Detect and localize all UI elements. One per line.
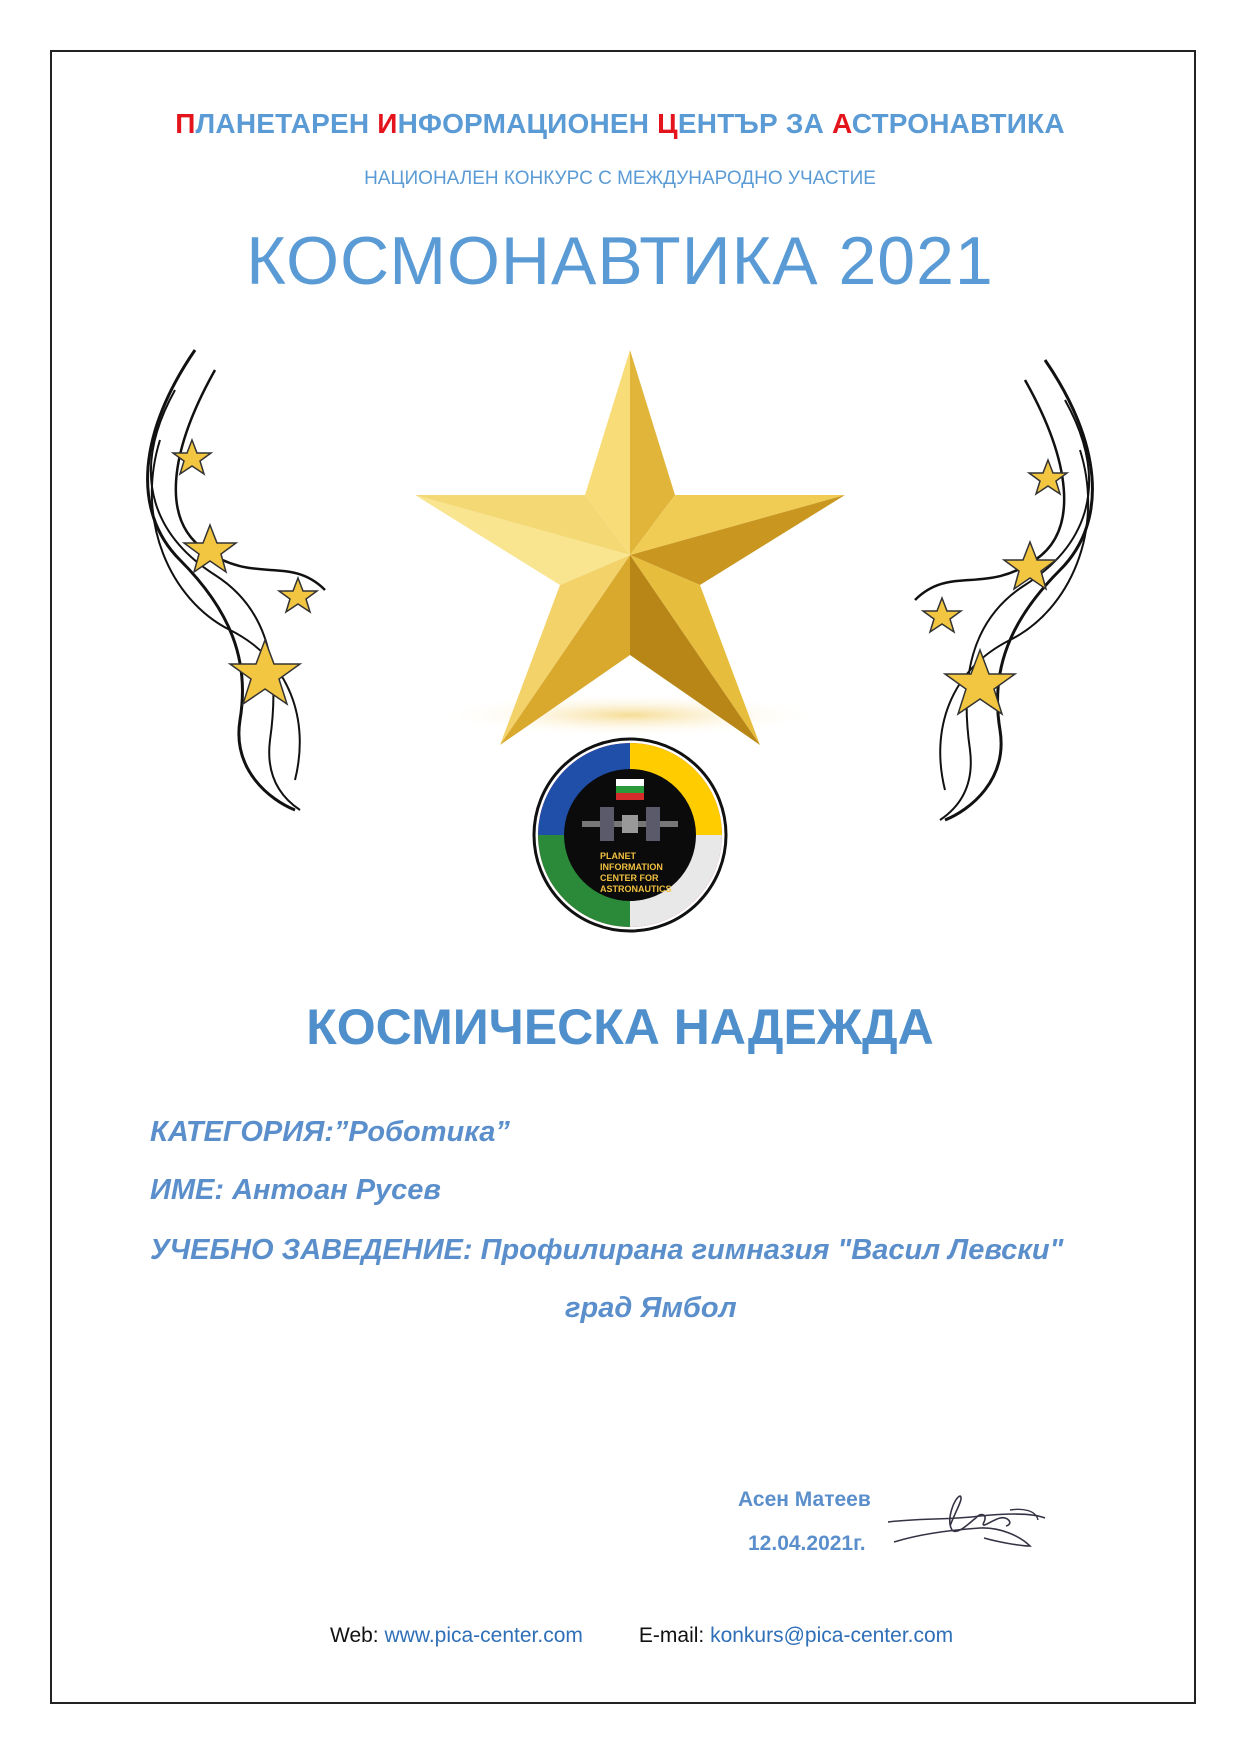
contest-subtitle: НАЦИОНАЛЕН КОНКУРС С МЕЖДУНАРОДНО УЧАСТИЕ — [364, 168, 876, 189]
small-star-icon — [230, 640, 300, 704]
email-link[interactable]: konkurs@pica-center.com — [710, 1624, 954, 1647]
org-word-3: ЦЕНТЪР ЗА — [657, 108, 832, 139]
small-star-icon — [279, 578, 317, 612]
small-star-icon — [923, 598, 961, 632]
contest-title: КОСМОНАВТИКА 2021 — [246, 223, 994, 299]
logo-line-2: INFORMATION — [600, 862, 663, 872]
handwritten-signature — [880, 1490, 1050, 1560]
website-link[interactable]: www.pica-center.com — [384, 1624, 583, 1647]
small-star-icon — [184, 525, 236, 572]
school-line: УЧЕБНО ЗАВЕДЕНИЕ: Профилирана гимназия "Васил Левски" — [150, 1234, 1064, 1266]
org-word-2: ИНФОРМАЦИОНЕН — [377, 108, 658, 139]
logo-line-4: ASTRONAUTICS — [600, 884, 672, 894]
email-label: E-mail: — [638, 1624, 705, 1647]
award-title: КОСМИЧЕСКА НАДЕЖДА — [306, 999, 934, 1055]
web-label: Web: — [330, 1624, 379, 1647]
city-line: град Ямбол — [565, 1292, 737, 1324]
right-swirl-decoration — [880, 350, 1120, 830]
signer-name: Асен Матеев — [738, 1488, 871, 1511]
name-line: ИМЕ: Антоан Русев — [150, 1174, 441, 1206]
left-swirl-decoration — [120, 340, 360, 820]
pica-logo — [530, 735, 730, 935]
footer-contacts — [330, 1624, 953, 1648]
organization-name — [0, 108, 1240, 140]
org-word-4: АСТРОНАВТИКА — [831, 108, 1065, 139]
logo-line-1: PLANET — [600, 851, 636, 861]
category-line: КАТЕГОРИЯ:”Роботика” — [150, 1116, 510, 1148]
small-star-icon — [173, 440, 211, 474]
org-word-1: ПЛАНЕТАРЕН — [175, 108, 378, 139]
signature-date: 12.04.2021г. — [748, 1532, 866, 1555]
gold-star-icon — [400, 345, 860, 765]
logo-line-3: CENTER FOR — [600, 873, 659, 883]
